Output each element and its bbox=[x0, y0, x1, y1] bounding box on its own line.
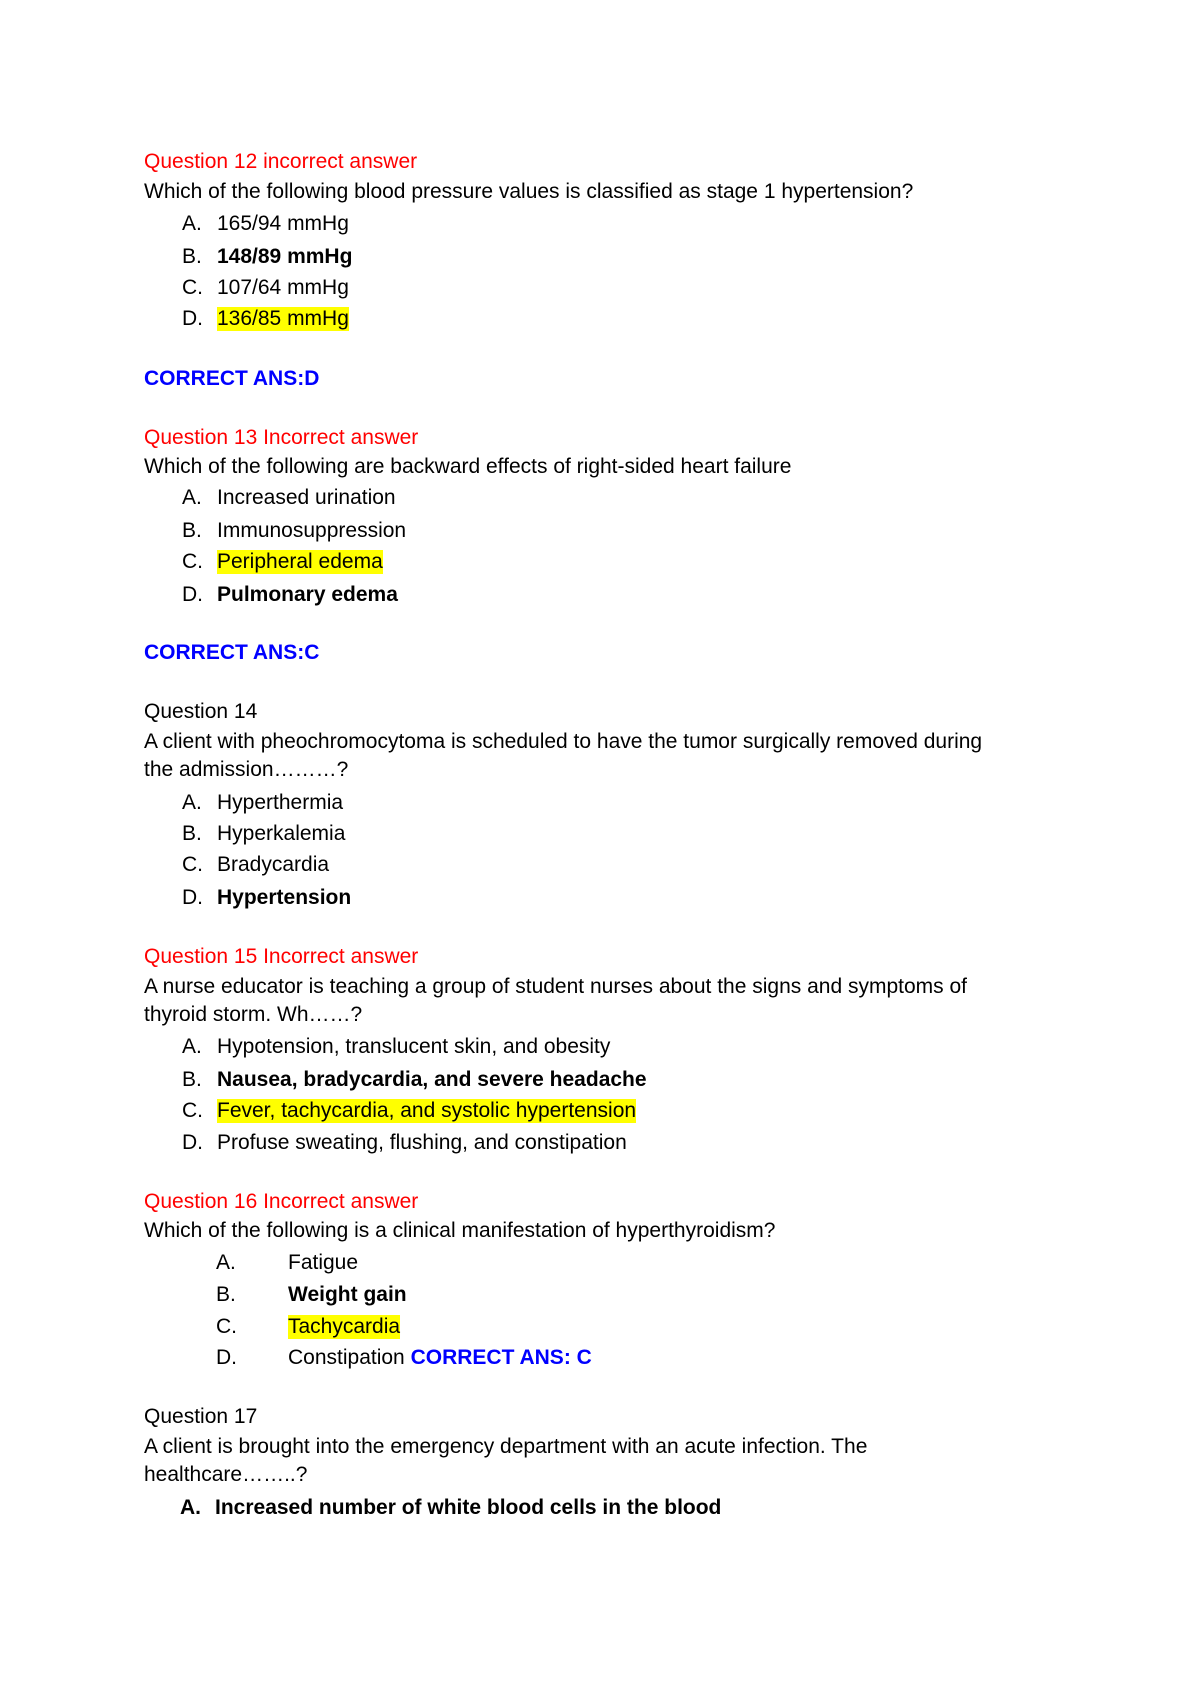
option-letter: C. bbox=[182, 1099, 203, 1122]
correct-answer: CORRECT ANS:D bbox=[144, 367, 320, 390]
option-text: Immunosuppression bbox=[217, 519, 407, 542]
option-letter: A. bbox=[182, 1035, 202, 1058]
question-14-text: the admission………? bbox=[144, 758, 349, 781]
option-text-highlighted: Fever, tachycardia, and systolic hypertension bbox=[217, 1099, 637, 1122]
option-text-bold: 148/89 mmHg bbox=[217, 245, 353, 268]
option-letter: B. bbox=[182, 822, 202, 845]
question-12-text: Which of the following blood pressure values is classified as stage 1 hypertension? bbox=[144, 180, 914, 203]
option-letter: D. bbox=[182, 583, 203, 606]
question-13-heading: Question 13 Incorrect answer bbox=[144, 426, 419, 449]
question-14-text: A client with pheochromocytoma is scheduled to have the tumor surgically removed during bbox=[144, 730, 983, 753]
option-text-bold: Weight gain bbox=[288, 1283, 407, 1306]
option-text: Increased urination bbox=[217, 486, 396, 509]
option-letter: A. bbox=[182, 212, 202, 235]
question-14-heading: Question 14 bbox=[144, 700, 258, 723]
question-16-heading: Question 16 Incorrect answer bbox=[144, 1190, 419, 1213]
question-15-text: thyroid storm. Wh……? bbox=[144, 1003, 363, 1026]
option-text-highlighted: Peripheral edema bbox=[217, 550, 383, 573]
option-letter: A. bbox=[180, 1496, 201, 1519]
option-letter: D. bbox=[182, 886, 203, 909]
option-letter: B. bbox=[216, 1283, 236, 1306]
option-text: Profuse sweating, flushing, and constipation bbox=[217, 1131, 627, 1154]
option-line bbox=[288, 1346, 592, 1370]
option-letter: D. bbox=[182, 307, 203, 330]
correct-answer: CORRECT ANS:C bbox=[144, 641, 320, 664]
correct-answer: CORRECT ANS: C bbox=[410, 1346, 592, 1369]
option-text-highlighted: Tachycardia bbox=[288, 1315, 401, 1338]
question-17-text: healthcare……..? bbox=[144, 1463, 308, 1486]
option-letter: D. bbox=[216, 1346, 237, 1369]
option-text: Hyperkalemia bbox=[217, 822, 346, 845]
option-letter: C. bbox=[182, 550, 203, 573]
question-15-text: A nurse educator is teaching a group of student nurses about the signs and symptoms of bbox=[144, 975, 967, 998]
question-17-heading: Question 17 bbox=[144, 1405, 258, 1428]
option-text: Bradycardia bbox=[217, 853, 330, 876]
question-15-heading: Question 15 Incorrect answer bbox=[144, 945, 419, 968]
option-letter: C. bbox=[182, 276, 203, 299]
option-letter: C. bbox=[182, 853, 203, 876]
option-text-bold: Nausea, bradycardia, and severe headache bbox=[217, 1068, 647, 1091]
option-text: Hyperthermia bbox=[217, 791, 344, 814]
option-text: Constipation bbox=[288, 1346, 405, 1369]
question-12-heading: Question 12 incorrect answer bbox=[144, 150, 418, 173]
option-text-highlighted: 136/85 mmHg bbox=[217, 307, 349, 330]
option-letter: B. bbox=[182, 519, 202, 542]
option-text: 165/94 mmHg bbox=[217, 212, 349, 235]
option-text-bold: Hypertension bbox=[217, 886, 352, 909]
option-text-bold: Pulmonary edema bbox=[217, 583, 398, 606]
option-letter: A. bbox=[182, 791, 202, 814]
option-text-bold: Increased number of white blood cells in the blood bbox=[215, 1496, 722, 1519]
option-letter: C. bbox=[216, 1315, 237, 1338]
option-text: Fatigue bbox=[288, 1251, 359, 1274]
option-text: Hypotension, translucent skin, and obesity bbox=[217, 1035, 611, 1058]
option-text: 107/64 mmHg bbox=[217, 276, 349, 299]
question-17-text: A client is brought into the emergency department with an acute infection. The bbox=[144, 1435, 868, 1458]
question-16-text: Which of the following is a clinical manifestation of hyperthyroidism? bbox=[144, 1219, 776, 1242]
option-letter: A. bbox=[182, 486, 202, 509]
question-13-text: Which of the following are backward effects of right-sided heart failure bbox=[144, 455, 792, 478]
option-letter: B. bbox=[182, 1068, 202, 1091]
option-letter: D. bbox=[182, 1131, 203, 1154]
option-letter: A. bbox=[216, 1251, 236, 1274]
option-letter: B. bbox=[182, 245, 202, 268]
